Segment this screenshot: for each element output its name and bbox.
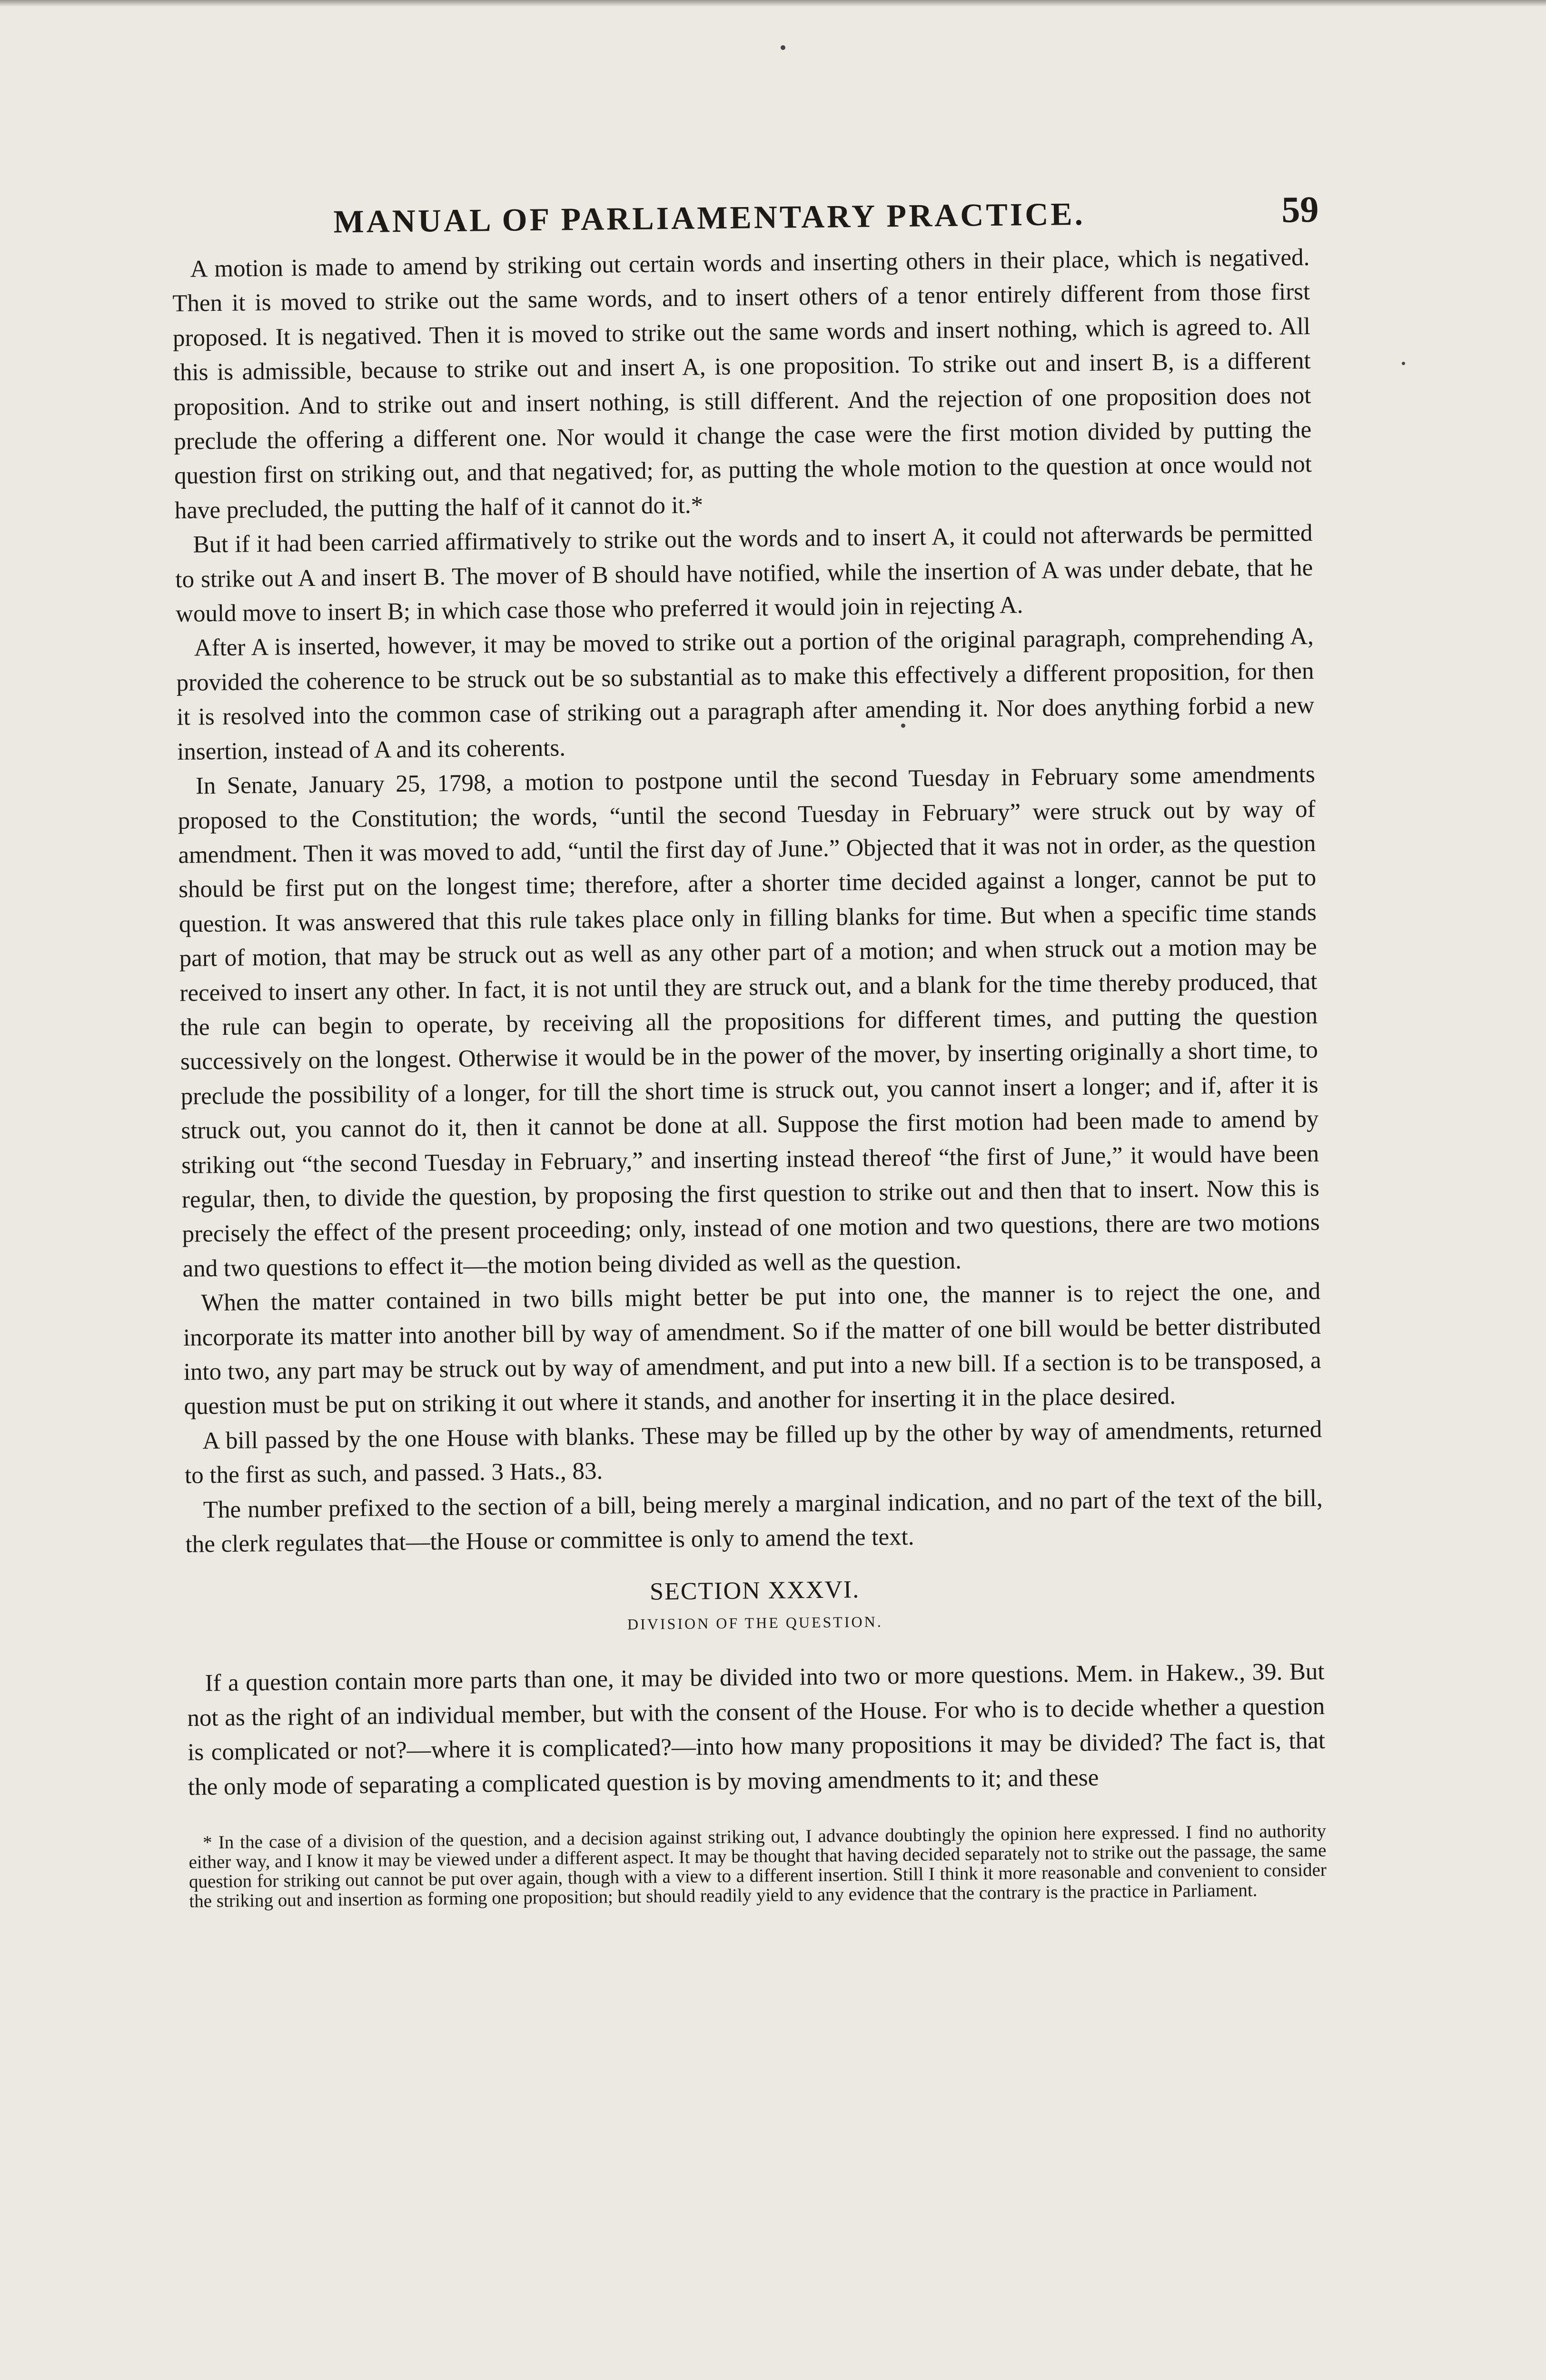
running-title: MANUAL OF PARLIAMENTARY PRACTICE. <box>333 195 1086 240</box>
section-heading: SECTION XXXVI. <box>649 1576 860 1606</box>
paragraph: In Senate, January 25, 1798, a motion to postpone until the second Tuesday in February some amendments proposed to the Constitution; the words, “until the second Tuesday in February” were struck out by way of amendment. Then it was moved to add, “until the first day of June.” Objected that it was not in order, as the question should be first put on the longest time; therefore, after a shorter time decided against a longer, cannot be put to question. It was answered that this rule takes place only in filling blanks for time. But when a specific time stands part of motion, that may be struck out as well as any other part of a motion; and when struck out a motion may be received to insert any other. In fact, it is not until they are struck out, and a blank for the time thereby produced, that the rule can begin to operate, by receiving all the propositions for different times, and putting the question successively on the longest. Otherwise it would be in the power of the mover, by inserting originally a short time, to preclude the possibility of a longer, for till the short time is struck out, you cannot insert a longer; and if, after it is struck out, you cannot do it, then it cannot be done at all. Suppose the first motion had been made to amend by striking out “the second Tuesday in February,” and inserting instead thereof “the first of June,” it would have been regular, then, to divide the question, by proposing the first question to strike out and then that to insert. Now this is precisely the effect of the present proceeding; only, instead of one motion and two questions, there are two motions and two questions to effect it—the motion being divided as well as the question. <box>178 761 1320 1282</box>
page-number: 59 <box>1281 188 1319 230</box>
section-subheading: DIVISION OF THE QUESTION. <box>627 1613 883 1633</box>
scan-speck <box>1402 362 1405 365</box>
book-page <box>171 188 1327 1911</box>
paragraph: A bill passed by the one House with blanks. These may be filled up by the other by way of amendments, returned to the first as such, and passed. 3 Hats., 83. <box>184 1416 1322 1489</box>
paragraph: After A is inserted, however, it may be moved to strike out a portion of the original paragraph, comprehending A, provided the coherence to be struck out be so substantial as to make this effectively a different proposition, for then it is resolved into the common case of striking out a paragraph after amending it. Nor does anything forbid a new insertion, instead of A and its coherents. <box>176 623 1315 765</box>
page-top-edge <box>0 0 1546 7</box>
paragraph: The number prefixed to the section of a bill, being merely a marginal indication, and no part of the text of the bill, the clerk regulates that—the House or committee is only to amend the text. <box>185 1485 1323 1558</box>
footnote: * In the case of a division of the question, and a decision against striking out, I advance doubtingly the opinion here expressed. I find no authority either way, and I know it may be viewed under a different aspect. It may be thought that having decided separately not to strike out the passage, the same question for striking out cannot be put over again, though with a view to a different insertion. Still I think it more reasonable and convenient to consider the striking out and insertion as forming one proposition; but should readily yield to any evidence that the contrary is the practice in Parliament. <box>188 1820 1327 1912</box>
body-text <box>172 240 1326 1805</box>
paragraph: But if it had been carried affirmatively to strike out the words and to insert A, it could not afterwards be permitted to strike out A and insert B. The mover of B should have notified, while the insertion of A was under debate, that he would move to insert B; in which case those who preferred it would join in rejecting A. <box>175 520 1313 628</box>
scan-speck <box>781 45 785 50</box>
paragraph: When the matter contained in two bills might better be put into one, the manner is to reject the one, and incorporate its matter into another bill by way of amendment. So if the matter of one bill would be better distributed into two, any part may be struck out by way of amendment, and put into a new bill. If a section is to be transposed, a question must be put on striking it out where it stands, and another for inserting it in the place desired. <box>183 1278 1321 1420</box>
paragraph: A motion is made to amend by striking out certain words and inserting others in their place, which is negatived. Then it is moved to strike out the same words, and to insert others of a tenor entirely different from those first proposed. It is negatived. Then it is moved to strike out the same words and insert nothing, which is agreed to. All this is admissible, because to strike out and insert A, is one proposition. To strike out and insert B, is a different proposition. And to strike out and insert nothing, is still different. And the rejection of one proposition does not preclude the offering a different one. Nor would it change the case were the first motion divided by putting the question first on striking out, and that negatived; for, as putting the whole motion to the question at once would not have precluded, the putting the half of it cannot do it.* <box>172 244 1312 524</box>
section-paragraph: If a question contain more parts than one, it may be divided into two or more questions. Mem. in Hakew., 39. But not as the right of an individual member, but with the consent of the House. For who is to decide whether a question is complicated or not?—where it is complicated?—into how many propositions it may be divided? The fact is, that the only mode of separating a complicated question is by moving amendments to it; and these <box>187 1658 1326 1801</box>
